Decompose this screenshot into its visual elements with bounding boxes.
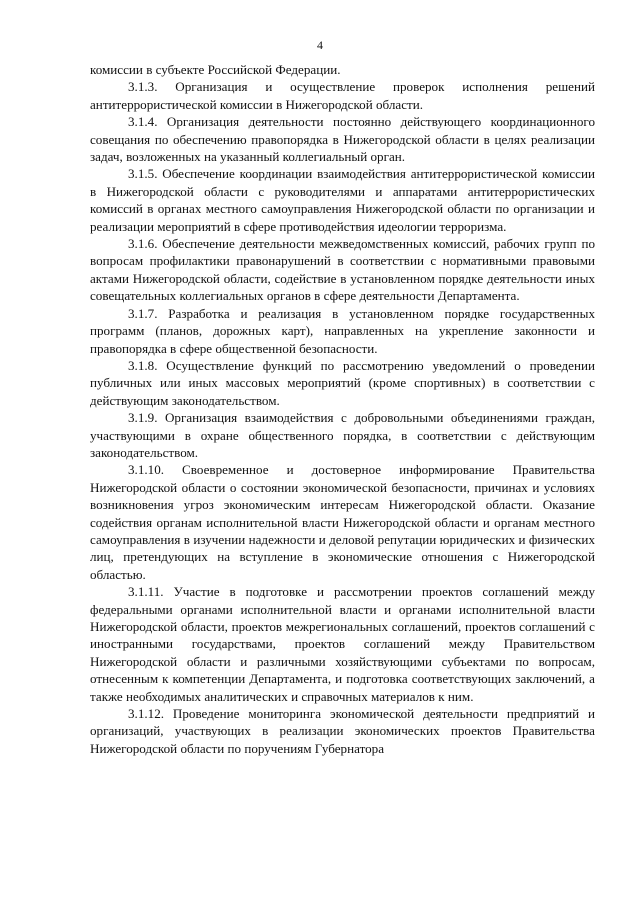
- paragraph-3-1-4: 3.1.4. Организация деятельности постоянно действующего координационного совещания по обеспечению правопорядка в Нижегородской области в целях реализации задач, возложенных на указанный коллегиальный орган.: [90, 114, 595, 165]
- paragraph-continuation: комиссии в субъекте Российской Федерации.: [90, 62, 341, 77]
- paragraph-3-1-8: 3.1.8. Осуществление функций по рассмотрению уведомлений о проведении публичных или иных массовых мероприятий (кроме спортивных) в соответствии с действующим законодательством.: [90, 357, 595, 408]
- paragraph-3-1-3: 3.1.3. Организация и осуществление проверок исполнения решений антитеррористической комиссии в Нижегородской области.: [90, 79, 595, 112]
- paragraph-3-1-10: 3.1.10. Своевременное и достоверное информирование Правительства Нижегородской области о состоянии экономической безопасности, причинах и условиях возникновения угроз экономическим интересам Нижегородской области. Оказание содействия органам исполнительной власти Нижегородской области и органам местного самоуправления в изучении надежности и деловой репутации юридических и физических лиц, претендующих на вступление в экономические отношения с Нижегородской областью.: [90, 462, 595, 582]
- document-body: [90, 61, 595, 757]
- paragraph-3-1-12: 3.1.12. Проведение мониторинга экономической деятельности предприятий и организаций, участвующих в реализации экономических проектов Правительства Нижегородской области по поручениям Губернатора: [90, 706, 595, 756]
- page-number: 4: [317, 38, 323, 52]
- paragraph-3-1-11: 3.1.11. Участие в подготовке и рассмотрении проектов соглашений между федеральными органами исполнительной власти и органами исполнительной власти Нижегородской области, проектов межрегиональных соглашений, проектов соглашений с иностранными государствами, проектов соглашений между Правительством Нижегородской области и различными хозяйствующими субъектами по вопросам, отнесенным к компетенции Департамента, и подготовка соответствующих заключений, а также необходимых аналитических и справочных материалов к ним.: [90, 584, 595, 704]
- paragraph-3-1-7: 3.1.7. Разработка и реализация в установленном порядке государственных программ (планов, дорожных карт), направленных на укрепление законности и правопорядка в сфере общественной безопасности.: [90, 305, 595, 356]
- paragraph-3-1-6: 3.1.6. Обеспечение деятельности межведомственных комиссий, рабочих групп по вопросам профилактики правонарушений в соответствии с нормативными правовыми актами Нижегородской области, содействие в установленном порядке деятельности иных совещательных коллегиальных органов в сфере деятельности Департамента.: [90, 236, 595, 304]
- paragraph-3-1-9: 3.1.9. Организация взаимодействия с добровольными объединениями граждан, участвующими в охране общественного порядка, в соответствии с действующим законодательством.: [90, 410, 595, 460]
- paragraph-3-1-5: 3.1.5. Обеспечение координации взаимодействия антитеррористической комиссии в Нижегородской области с руководителями и аппаратами антитеррористических комиссий в органах местного самоуправления Нижегородской области по организации и реализации мероприятий в сфере противодействия идеологии терроризма.: [90, 166, 595, 234]
